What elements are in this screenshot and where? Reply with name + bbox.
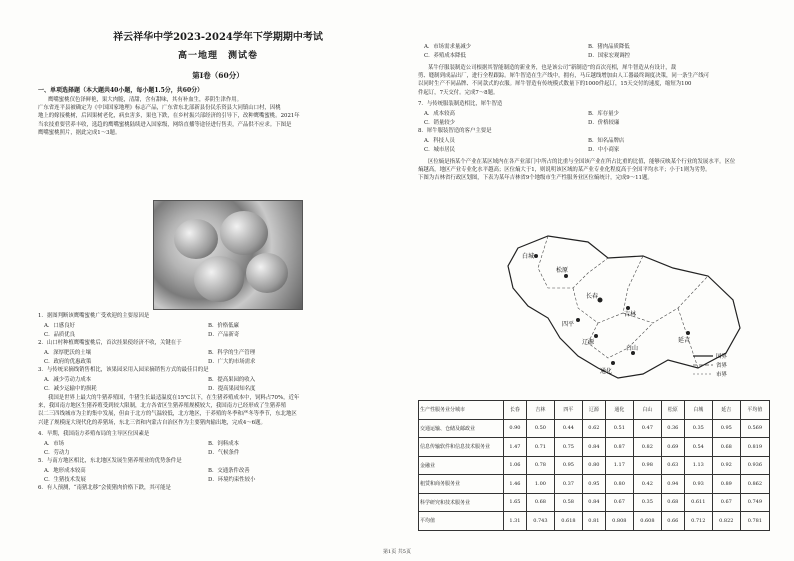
table-cell: 0.36 — [661, 419, 684, 438]
passage-line: 兴建了规模庞大现代化的养猪场，东北三省和内蒙古自治区作为主要猪肉输出地，完成4～6题。 — [38, 419, 266, 426]
table-cell: 0.749 — [740, 493, 769, 512]
passage-4 — [418, 158, 770, 183]
q3-option-c: C．减少运输中的损耗 — [44, 386, 97, 392]
q1-option-c: C．品质优良 — [44, 332, 76, 338]
table-header-cell: 吉林 — [526, 401, 554, 420]
map-city-label: 松原 — [556, 267, 569, 274]
question-5: 5．与南方地区相比，东北地区发展生猪养殖业的优势条件是 — [38, 458, 182, 464]
table-header-cell: 四平 — [554, 401, 582, 420]
question-1: 1．据图判断该鹰嘴蜜桃广受欢迎的主要原因是 — [38, 313, 150, 319]
passage-line: 以同时生产不同品牌、不同款式的衣服。犀牛智造有传统模式数量下的1000件起订，15天交付的速度，缩短为100 — [418, 81, 692, 88]
map-city-label: 延吉 — [678, 337, 691, 344]
q3-option-b: B．提高果园的收入 — [208, 377, 256, 383]
table-cell: 0.95 — [712, 419, 740, 438]
exam-subtitle: 高一地理 测试卷 — [177, 51, 258, 61]
table-row — [419, 475, 770, 494]
table-cell: 0.569 — [740, 419, 769, 438]
table-header-cell: 辽源 — [582, 401, 605, 420]
q6-option-a: A．市场需求量减少 — [424, 44, 472, 50]
q7-option-d: D．价格较廉 — [588, 120, 620, 126]
table-header-cell: 白城 — [684, 401, 712, 420]
question-7: 7．与传统服装制造相比，犀牛智造 — [418, 101, 503, 107]
table-cell: 0.93 — [684, 475, 712, 494]
table-row-label: 交通运输、仓储及邮政业 — [419, 419, 504, 438]
q1-option-b: B．价格低廉 — [208, 323, 239, 329]
table-row — [419, 438, 770, 457]
table-row-label: 租赁和商务服务业 — [419, 475, 504, 494]
table-row — [419, 493, 770, 512]
q6-option-b: B．猪肉品质降低 — [588, 44, 630, 50]
table-cell: 1.31 — [504, 512, 527, 531]
table-cell: 0.63 — [661, 456, 684, 475]
table-cell: 0.58 — [554, 493, 582, 512]
table-cell: 0.68 — [661, 493, 684, 512]
table-cell: 0.936 — [740, 456, 769, 475]
map-city-label: 吉林 — [624, 311, 637, 318]
table-cell: 0.84 — [582, 493, 605, 512]
q5-option-d: D．环境约束性较小 — [208, 477, 256, 483]
passage-line: 熵越高，地区产业专业化水平越高；区位熵大于1，则说明该区域的某产业专业化程度高于全国平均水平；小于1则为劣势。 — [418, 167, 711, 174]
table-cell: 0.822 — [712, 512, 740, 531]
table-cell: 0.35 — [684, 419, 712, 438]
q6-option-d: D．国家宏观调控 — [588, 53, 631, 59]
passage-line: 某牛仔服装制造公司根据其智能制造的新业务，也是该公司“新制造”的首次亮相，犀牛智造从有设计，裁 — [428, 65, 677, 71]
passage-line: 区位熵是指某个产业在某区域内在各产业部门中所占的比重与全国该产业在所占比重的比值，能够反映某个行业的发展水平。区位 — [428, 159, 736, 165]
table-cell: 0.82 — [633, 438, 661, 457]
q2-option-d: D．广大的市场需求 — [208, 359, 256, 365]
table-row-label: 科学研究和技术服务业 — [419, 493, 504, 512]
passage-line: 鹰嘴蜜桃照片，据此完成1～3题。 — [38, 129, 121, 136]
jilin-map — [478, 228, 758, 383]
q2-option-a: A．深厚肥沃的土壤 — [44, 350, 92, 356]
passage-line: 下图为吉林省行政区划图，下表为某年吉林省9个地级市生产性服务业区位熵统计，完成9～11题。 — [418, 175, 653, 182]
table-cell: 0.95 — [554, 456, 582, 475]
passage-line: 剪、缝制到成品出厂，进行全程跟踪。犀牛智造在生产线中，拥有，马丘越线增加由人工器最终调度决策，同一条生产线可 — [418, 73, 710, 80]
q6-option-c: C．养殖成本降低 — [424, 53, 466, 59]
map-city-label: 长春 — [586, 293, 599, 300]
table-cell: 0.90 — [504, 419, 527, 438]
q3-option-d: D．提高果园知名度 — [208, 386, 256, 392]
q7-option-c: C．销量较少 — [424, 120, 456, 126]
table-cell: 1.65 — [504, 493, 527, 512]
table-cell: 0.89 — [712, 475, 740, 494]
table-cell: 0.75 — [554, 438, 582, 457]
table-row — [419, 512, 770, 531]
question-4: 4．早期，我国南方养殖布局的主导区位因素是 — [38, 431, 150, 437]
location-quotient-table — [418, 400, 770, 531]
q5-option-a: A．地形成本较高 — [44, 468, 86, 474]
peach-photo — [153, 200, 303, 310]
table-cell: 0.71 — [526, 438, 554, 457]
map-city-label: 白山 — [626, 345, 639, 352]
table-header-cell: 生产性服务业分城市 — [419, 401, 504, 420]
table-header-cell: 平均值 — [740, 401, 769, 420]
table-cell: 0.862 — [740, 475, 769, 494]
question-2: 2．山口村种植鹰嘴蜜桃后，首次挂果使经济不收，关键在于 — [38, 340, 182, 346]
table-cell: 0.611 — [684, 493, 712, 512]
q3-option-a: A．减少劳动力成本 — [44, 377, 92, 383]
table-cell: 0.618 — [554, 512, 582, 531]
table-cell: 1.13 — [684, 456, 712, 475]
legend-city: 市界 — [716, 372, 728, 378]
q2-option-b: B．科学的生产管理 — [208, 350, 256, 356]
table-cell: 0.808 — [605, 512, 633, 531]
q8-option-b: B．知名品牌店 — [588, 138, 625, 144]
question-8: 8．犀牛服装智造的客户主要是 — [418, 128, 492, 134]
table-header-cell: 通化 — [605, 401, 633, 420]
table-cell: 0.95 — [582, 475, 605, 494]
q8-option-c: C．城市居民 — [424, 147, 456, 153]
table-cell: 0.78 — [526, 456, 554, 475]
table-header-cell: 松原 — [661, 401, 684, 420]
table-cell: 0.80 — [605, 475, 633, 494]
passage-line: 件起订，7天交付。完成7～8题。 — [418, 89, 499, 96]
table-cell: 1.47 — [504, 438, 527, 457]
passage-line: 地上的嫁接桃树，后因果树老化，病虫害多，果也下跌，在乡村振兴部经济的引导下，改种鹰嘴蜜桃。2021年 — [38, 113, 300, 120]
passage-line: 以二三四线城市为主的集中发展，但由于北方的气温较低，北方地区，于养殖的冬季和严冬等季节，东北地区 — [38, 411, 297, 418]
passage-line: 来，我国南方地区生猪养殖受到较大限制，北方各省区生猪养殖规模较大，我国南方已经形成了生猪养殖 — [38, 403, 286, 410]
table-cell: 0.67 — [605, 493, 633, 512]
part-title: 第Ⅰ卷（60分） — [192, 71, 244, 80]
table-cell: 0.68 — [526, 493, 554, 512]
q4-option-a: A．市场 — [44, 441, 65, 447]
right-column — [418, 10, 770, 550]
table-cell: 0.781 — [740, 512, 769, 531]
legend-border: 国界 — [716, 354, 728, 360]
table-header-cell: 长春 — [504, 401, 527, 420]
table-cell: 0.68 — [712, 438, 740, 457]
q4-option-b: B．饲料成本 — [208, 441, 239, 447]
passage-1 — [38, 96, 398, 137]
question-6: 6．有人预测，“南猪北移”会使猪肉价格下跌，其可能是 — [38, 485, 171, 491]
table-cell: 0.69 — [661, 438, 684, 457]
passage-2 — [38, 394, 398, 427]
table-header-cell: 延吉 — [712, 401, 740, 420]
table-cell: 0.66 — [661, 512, 684, 531]
table-cell: 0.608 — [633, 512, 661, 531]
table-cell: 0.87 — [605, 438, 633, 457]
q5-option-b: B．交通条件改善 — [208, 468, 250, 474]
passage-line: 广东省连平县被确定为《中国国家地理》标志产品，广东省东北部新县份民乐资县大同镇山口村，因桃 — [38, 105, 281, 112]
table-cell: 1.06 — [504, 456, 527, 475]
table-cell: 0.51 — [605, 419, 633, 438]
passage-line: 当农技重要营养丰收，选趋的鹰嘴蜜桃陆续进入国家级，网络直播等途径进行售卖，产品供不应求。下图是 — [38, 121, 292, 128]
table-row-label: 信息传输软件和信息技术服务业 — [419, 438, 504, 457]
q4-option-c: C．劳动力 — [44, 450, 70, 456]
left-column — [38, 10, 398, 550]
q8-option-d: D．中小商家 — [588, 147, 620, 153]
map-city-label: 通化 — [600, 368, 613, 375]
q7-option-a: A．成本较高 — [424, 111, 455, 117]
legend-province: 省界 — [716, 363, 728, 369]
table-cell: 0.62 — [582, 419, 605, 438]
table-row — [419, 419, 770, 438]
table-cell: 1.17 — [605, 456, 633, 475]
table-row — [419, 456, 770, 475]
table-cell: 1.00 — [526, 475, 554, 494]
table-body — [419, 419, 770, 530]
passage-line: 我国是世界上最大的牛猪养殖国，牛猪生长最适温度在15℃以下，在生猪养殖成本中，饲料占70%，近年 — [48, 395, 300, 401]
q7-option-b: B．库存量少 — [588, 111, 619, 117]
q8-option-a: A．科技人员 — [424, 138, 455, 144]
passage-3 — [418, 64, 770, 97]
passage-line: 鹰嘴蜜桃仅色泽鲜艳，果大肉脆，清甜，含有甜味，其有补血生，养阴生津作用。 — [48, 97, 243, 103]
map-city-label: 白城 — [522, 253, 535, 260]
exam-title: 祥云祥华中学2023-2024学年下学期期中考试 — [113, 32, 323, 43]
q2-option-c: C．政府的优惠政策 — [44, 359, 92, 365]
table-cell: 0.92 — [712, 456, 740, 475]
table-cell: 0.37 — [554, 475, 582, 494]
table-cell: 0.35 — [633, 493, 661, 512]
question-3: 3．与传统采摘线销售相比，该果园采用入园采摘销售方式的最佳目的是 — [38, 367, 209, 373]
q1-option-d: D．产品新奇 — [208, 332, 240, 338]
table-cell: 0.712 — [684, 512, 712, 531]
table-cell: 0.50 — [526, 419, 554, 438]
table-cell: 0.44 — [554, 419, 582, 438]
page-number: 第1页 共5页 — [383, 549, 411, 555]
table-cell: 0.84 — [582, 438, 605, 457]
table-header-cell: 白山 — [633, 401, 661, 420]
table-cell: 0.98 — [633, 456, 661, 475]
table-cell: 0.819 — [740, 438, 769, 457]
table-cell: 0.54 — [684, 438, 712, 457]
table-cell: 0.94 — [661, 475, 684, 494]
table-cell: 0.743 — [526, 512, 554, 531]
section-heading: 一、单项选择题（本大题共40小题，每小题1.5分，共60分） — [38, 87, 204, 94]
table-cell: 0.47 — [633, 419, 661, 438]
table-cell: 0.67 — [712, 493, 740, 512]
map-city-label: 辽源 — [582, 339, 595, 346]
table-cell: 0.81 — [582, 512, 605, 531]
q1-option-a: A．口感良好 — [44, 323, 75, 329]
table-cell: 0.80 — [582, 456, 605, 475]
table-row-label: 金融业 — [419, 456, 504, 475]
table-row-label: 平均值 — [419, 512, 504, 531]
map-city-label: 四平 — [562, 321, 575, 328]
table-header-row — [419, 401, 770, 420]
q4-option-d: D．气候条件 — [208, 450, 240, 456]
table-cell: 1.46 — [504, 475, 527, 494]
q5-option-c: C．生猪技术发展 — [44, 477, 86, 483]
table-cell: 0.42 — [633, 475, 661, 494]
